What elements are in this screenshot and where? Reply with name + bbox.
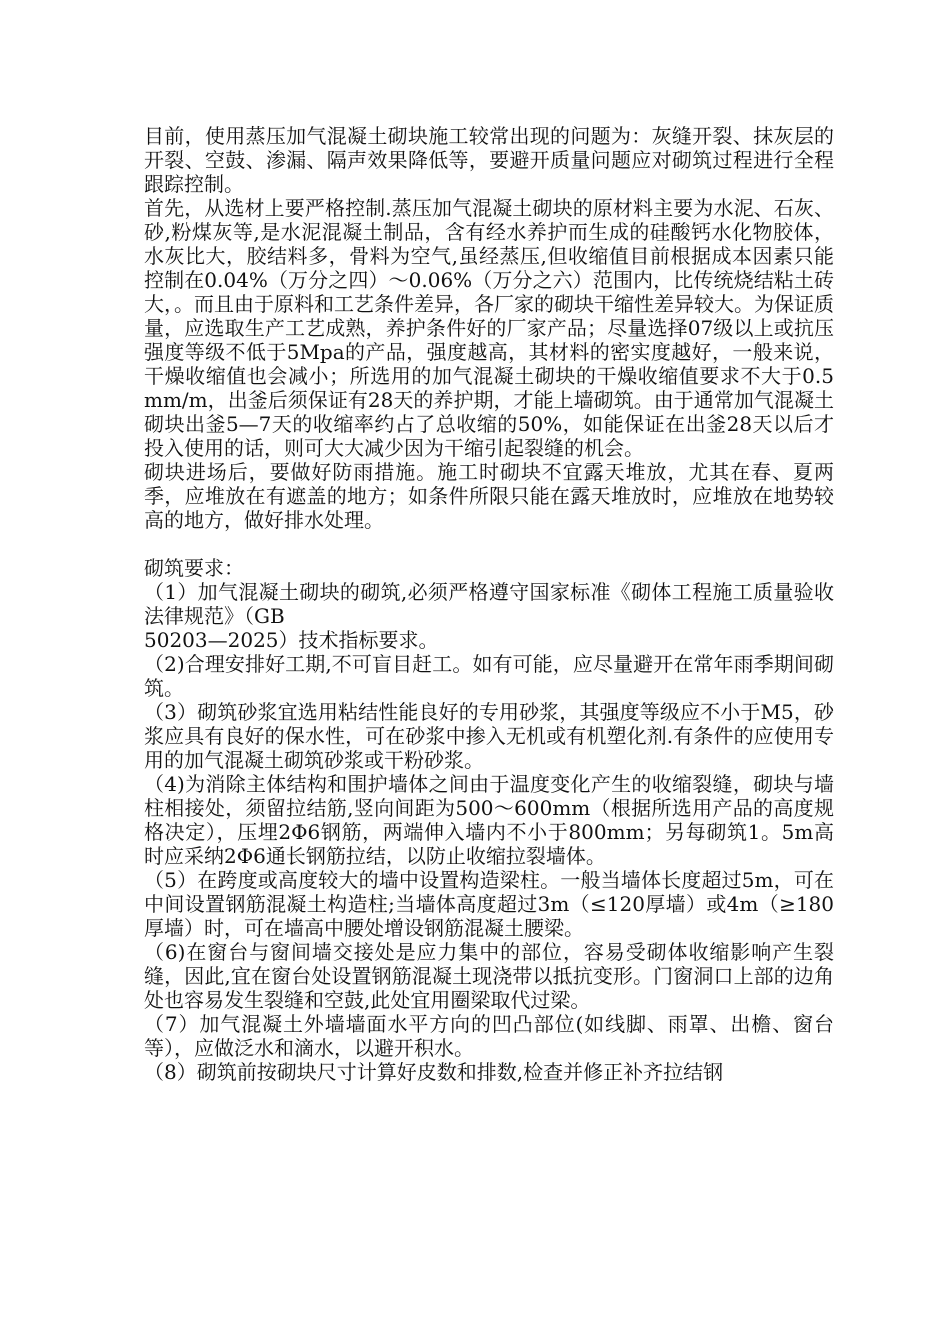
document-body — [144, 124, 834, 1084]
list-item-8: （8）砌筑前按砌块尺寸计算好皮数和排数,检查并修正补齐拉结钢 — [144, 1060, 724, 1084]
list-item-2: （2)合理安排好工期,不可盲目赶工。如有可能，应尽量避开在常年雨季期间砌筑。 — [144, 652, 834, 700]
list-item-4: （4)为消除主体结构和围护墙体之间由于温度变化产生的收缩裂缝，砌块与墙柱相接处，须留拉结筋,竖向间距为500～600mm（根据所选用产品的高度规格决定），压埋2Φ6钢筋，两端伸入墙内不小于800mm；另每砌筑1。5m高时应采纳2Φ6通长钢筋拉结，以防止收缩拉裂墙体。 — [144, 772, 834, 868]
blank-line — [144, 532, 834, 556]
list-item-5: （5）在跨度或高度较大的墙中设置构造梁柱。一般当墙体长度超过5m，可在中间设置钢筋混凝土构造柱;当墙体高度超过3m（≤120厚墙）或4m（≥180厚墙）时，可在墙高中腰处增设钢筋混凝土腰梁。 — [144, 868, 834, 940]
list-item-6: （6)在窗台与窗间墙交接处是应力集中的部位，容易受砌体收缩影响产生裂缝，因此,宜在窗台处设置钢筋混凝土现浇带以抵抗变形。门窗洞口上部的边角处也容易发生裂缝和空鼓,此处宜用圈梁取代过梁。 — [144, 940, 834, 1012]
list-item-3: （3）砌筑砂浆宜选用粘结性能良好的专用砂浆，其强度等级应不小于M5，砂浆应具有良好的保水性，可在砂浆中掺入无机或有机塑化剂.有条件的应使用专用的加气混凝土砌筑砂浆或干粉砂浆。 — [144, 700, 834, 772]
list-item-7: （7）加气混凝土外墙墙面水平方向的凹凸部位(如线脚、雨罩、出檐、窗台等），应做泛水和滴水，以避开积水。 — [144, 1012, 834, 1060]
list-item-1: （1）加气混凝土砌块的砌筑,必须严格遵守国家标准《砌体工程施工质量验收法律规范》（GB — [144, 580, 834, 628]
list-item-1-continued: 50203—2025）技术指标要求。 — [144, 628, 439, 652]
section-heading-masonry-requirements: 砌筑要求： — [144, 556, 244, 580]
paragraph-intro: 目前，使用蒸压加气混凝土砌块施工较常出现的问题为：灰缝开裂、抹灰层的开裂、空鼓、渗漏、隔声效果降低等，要避开质量问题应对砌筑过程进行全程跟踪控制。 — [144, 124, 834, 196]
paragraph-material-selection: 首先，从选材上要严格控制.蒸压加气混凝土砌块的原材料主要为水泥、石灰、砂,粉煤灰等,是水泥混凝土制品，含有经水养护而生成的硅酸钙水化物胶体，水灰比大，胶结料多，骨料为空气,虽经蒸压,但收缩值目前根据成本因素只能控制在0.04%（万分之四）～0.06%（万分之六）范围内，比传统烧结粘土砖大，。而且由于原料和工艺条件差异，各厂家的砌块干缩性差异较大。为保证质量，应选取生产工艺成熟，养护条件好的厂家产品；尽量选择07级以上或抗压强度等级不低于5Mpa的产品，强度越高，其材料的密实度越好，一般来说，干燥收缩值也会减小；所选用的加气混凝土砌块的干燥收缩值要求不大于0.5mm/m，出釜后须保证有28天的养护期，才能上墙砌筑。由于通常加气混凝土砌块出釜5—7天的收缩率约占了总收缩的50%，如能保证在出釜28天以后才投入使用的话，则可大大减少因为干缩引起裂缝的机会。 — [144, 196, 834, 460]
paragraph-rain-protection: 砌块进场后，要做好防雨措施。施工时砌块不宜露天堆放，尤其在春、夏两季，应堆放在有遮盖的地方；如条件所限只能在露天堆放时，应堆放在地势较高的地方，做好排水处理。 — [144, 460, 834, 532]
